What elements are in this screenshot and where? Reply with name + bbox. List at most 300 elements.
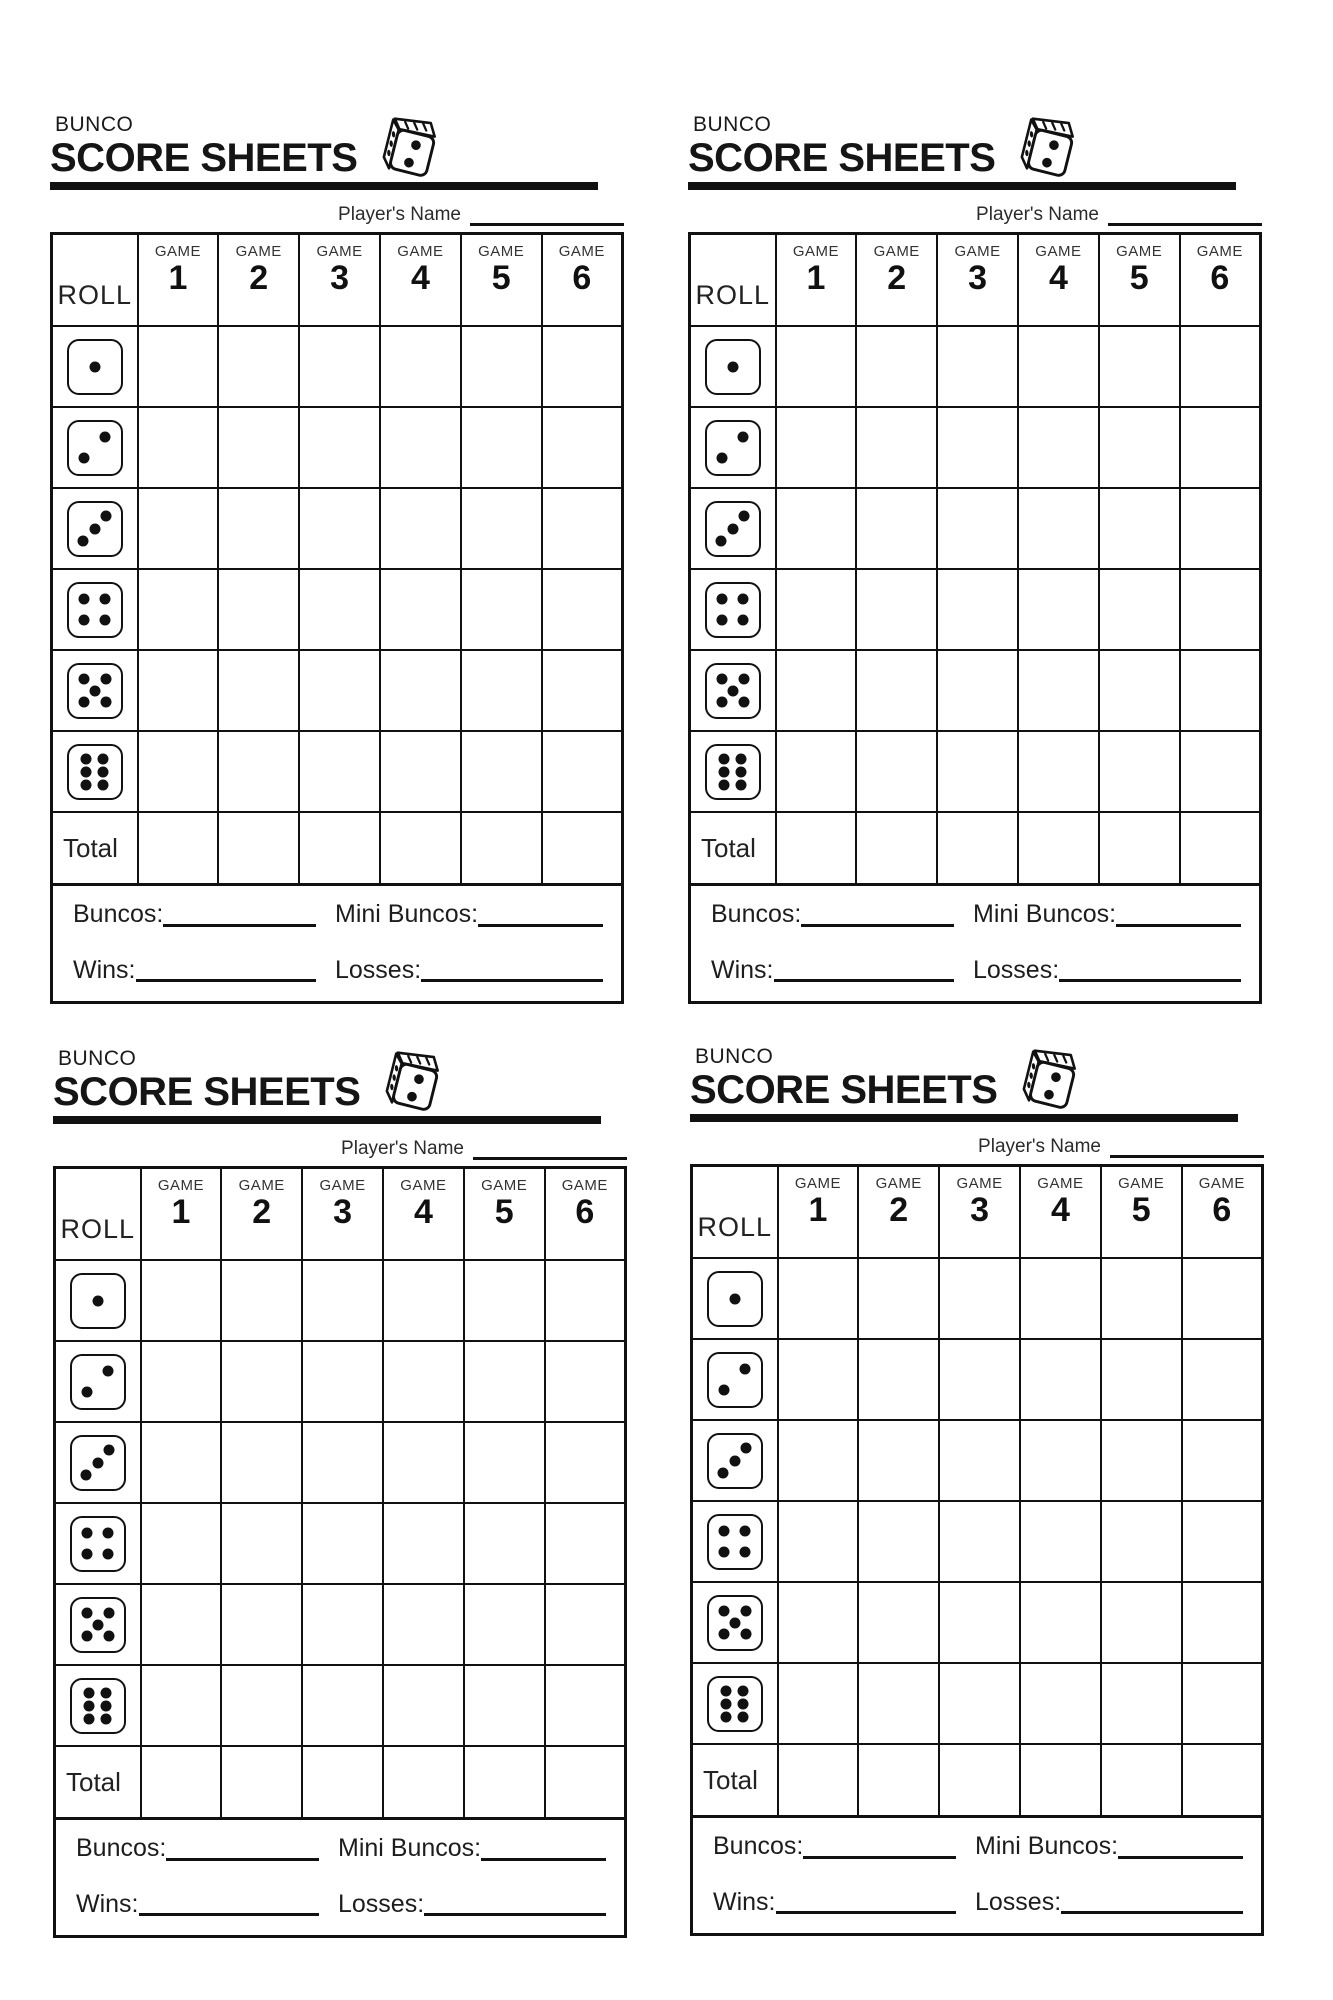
score-cell [937,569,1018,650]
die-face-2-icon [690,407,776,488]
score-cell [1018,650,1099,731]
game-5-header [1101,1166,1182,1259]
score-cell [383,1422,464,1503]
score-cell [141,1503,222,1584]
dice-row [690,569,1261,650]
score-cell [937,488,1018,569]
score-cell [778,1420,859,1501]
brand-label: BUNCO [695,1045,774,1068]
score-cell [1101,1501,1182,1582]
game-label: GAME [873,243,920,260]
losses-blank-line [421,974,603,982]
game-number: 1 [168,259,188,297]
die-face-5-icon [690,650,776,731]
score-cell [1182,1258,1263,1339]
game-label: GAME [954,243,1001,260]
score-sheet [53,1046,643,1938]
game-2-header [858,1166,939,1259]
dice-row [692,1420,1263,1501]
score-cell [299,650,380,731]
mini-buncos-label: Mini Buncos: [338,1834,482,1862]
total-label: Total [692,1744,778,1817]
die-face-6-icon [55,1665,141,1746]
game-5-header [464,1168,545,1261]
score-cell [380,407,461,488]
score-cell [776,407,857,488]
title-underline [50,182,598,190]
score-cell [141,1584,222,1665]
score-cell [302,1503,383,1584]
score-table [688,232,1262,886]
score-cell [461,488,542,569]
player-name-row [53,1138,627,1160]
score-cell [776,488,857,569]
wins-line [76,1891,606,1919]
score-cell [1018,407,1099,488]
game-label: GAME [875,1175,922,1192]
score-cell [221,1341,302,1422]
score-cell [1182,1582,1263,1663]
dice-row [690,650,1261,731]
score-sheet [690,1044,1280,1936]
score-cell [1020,1582,1101,1663]
score-cell [464,1260,545,1341]
mini-buncos-label: Mini Buncos: [335,900,479,928]
score-cell [138,488,219,569]
die-face-3-icon [55,1422,141,1503]
score-cell [542,650,623,731]
losses-label: Losses: [335,955,422,984]
game-label: GAME [238,1177,285,1194]
score-cell [218,488,299,569]
score-cell [778,1663,859,1744]
die-face-5-icon [52,650,138,731]
wins-blank-line [774,974,955,982]
total-cell [856,812,937,885]
player-name-label: Player's Name [338,204,461,225]
dice-row [690,488,1261,569]
buncos-blank-line [803,1851,956,1859]
buncos-label: Buncos: [713,1832,804,1860]
total-cell [858,1744,939,1817]
buncos-line [76,1835,606,1863]
wins-line [711,957,1241,985]
score-cell [937,407,1018,488]
dice-row [52,650,623,731]
score-cell [545,1503,626,1584]
score-cell [1182,1420,1263,1501]
game-label: GAME [1198,1175,1245,1192]
score-cell [776,731,857,812]
buncos-line [711,901,1241,929]
game-label: GAME [1035,243,1082,260]
score-cell [858,1582,939,1663]
total-cell [383,1746,464,1819]
total-cell [461,812,542,885]
die-face-3-icon [690,488,776,569]
score-cell [141,1260,222,1341]
game-number: 1 [808,1191,828,1229]
losses-label: Losses: [975,1887,1062,1916]
total-cell [1182,1744,1263,1817]
score-cell [939,1501,1020,1582]
score-cell [939,1420,1020,1501]
game-number: 6 [1210,259,1230,297]
die-face-3-icon [692,1420,778,1501]
game-5-header [461,234,542,327]
player-name-blank-line [1110,1150,1264,1158]
score-cell [939,1582,1020,1663]
score-cell [856,326,937,407]
score-cell [1180,569,1261,650]
wins-blank-line [776,1906,957,1914]
brand-label: BUNCO [55,113,134,136]
game-2-header [856,234,937,327]
score-cell [380,488,461,569]
losses-blank-line [424,1908,606,1916]
score-cell [221,1503,302,1584]
game-label: GAME [1037,1175,1084,1192]
game-label: GAME [1116,243,1163,260]
player-name-label: Player's Name [341,1138,464,1159]
die-icon [1009,112,1079,189]
dice-row [52,407,623,488]
game-6-header [542,234,623,327]
game-1-header [778,1166,859,1259]
score-cell [221,1584,302,1665]
score-cell [1020,1258,1101,1339]
mini-buncos-blank-line [1118,1851,1243,1859]
total-cell [299,812,380,885]
score-cell [1018,569,1099,650]
score-cell [778,1582,859,1663]
game-number: 3 [333,1193,353,1231]
die-face-6-icon [52,731,138,812]
score-cell [138,407,219,488]
score-cell [542,731,623,812]
total-cell [778,1744,859,1817]
score-cell [939,1258,1020,1339]
header-row [692,1166,1263,1259]
dice-row [692,1339,1263,1420]
score-cell [299,731,380,812]
score-cell [1099,326,1180,407]
score-sheet-slot-3 [53,1046,643,1938]
buncos-label: Buncos: [76,1834,167,1862]
die-face-5-icon [55,1584,141,1665]
mini-buncos-blank-line [1116,919,1241,927]
dice-row [692,1501,1263,1582]
die-face-2-icon [52,407,138,488]
dice-row [52,488,623,569]
score-cell [1182,1339,1263,1420]
total-cell [937,812,1018,885]
score-cell [778,1258,859,1339]
score-table [690,1164,1264,1818]
game-number: 6 [575,1193,595,1231]
game-3-header [302,1168,383,1261]
game-label: GAME [792,243,839,260]
game-1-header [776,234,857,327]
game-2-header [221,1168,302,1261]
score-cell [856,569,937,650]
buncos-line [713,1833,1243,1861]
game-number: 6 [572,259,592,297]
dice-row [52,569,623,650]
game-label: GAME [1118,1175,1165,1192]
total-cell [545,1746,626,1819]
score-cell [218,731,299,812]
header-row [52,234,623,327]
score-cell [937,326,1018,407]
score-summary-box [690,1818,1264,1936]
score-cell [299,326,380,407]
score-cell [542,569,623,650]
score-cell [380,569,461,650]
wins-label: Wins: [713,1887,776,1916]
score-cell [858,1420,939,1501]
score-cell [383,1260,464,1341]
die-icon [374,1046,444,1123]
total-cell [138,812,219,885]
total-label: Total [52,812,138,885]
game-label: GAME [1196,243,1243,260]
game-number: 3 [970,1191,990,1229]
total-label: Total [55,1746,141,1819]
die-face-4-icon [692,1501,778,1582]
score-cell [1180,407,1261,488]
score-cell [858,1663,939,1744]
score-cell [858,1501,939,1582]
player-name-blank-line [473,1152,627,1160]
wins-line [713,1889,1243,1917]
score-cell [461,569,542,650]
total-row [52,812,623,885]
total-cell [218,812,299,885]
score-cell [778,1501,859,1582]
dice-row [690,731,1261,812]
losses-blank-line [1059,974,1241,982]
game-label: GAME [235,243,282,260]
score-cell [141,1341,222,1422]
die-icon [1011,1044,1081,1121]
dice-row [690,407,1261,488]
score-cell [383,1584,464,1665]
score-cell [1018,326,1099,407]
score-cell [299,569,380,650]
sheet-title: SCORE SHEETS [53,1070,361,1114]
score-cell [856,488,937,569]
die-icon [371,112,441,189]
wins-label: Wins: [76,1889,139,1918]
total-row [690,812,1261,885]
score-cell [1099,569,1180,650]
score-cell [1180,326,1261,407]
score-sheet-slot-2 [688,112,1278,1004]
score-cell [856,650,937,731]
score-cell [461,650,542,731]
losses-label: Losses: [338,1889,425,1918]
score-cell [138,569,219,650]
score-cell [464,1584,545,1665]
sheet-title: SCORE SHEETS [690,1068,998,1112]
wins-line [73,957,603,985]
game-3-header [299,234,380,327]
score-cell [545,1422,626,1503]
score-cell [302,1584,383,1665]
wins-blank-line [136,974,317,982]
score-sheet-slot-4 [690,1044,1280,1936]
losses-label: Losses: [973,955,1060,984]
title-row [688,138,1278,178]
game-number: 2 [887,259,907,297]
score-cell [299,488,380,569]
score-cell [545,1341,626,1422]
score-cell [1018,488,1099,569]
die-face-4-icon [52,569,138,650]
total-cell [221,1746,302,1819]
mini-buncos-label: Mini Buncos: [975,1832,1119,1860]
score-cell [461,731,542,812]
sheet-title: SCORE SHEETS [50,136,358,180]
game-number: 5 [491,259,511,297]
die-face-2-icon [55,1341,141,1422]
mini-buncos-label: Mini Buncos: [973,900,1117,928]
score-cell [858,1258,939,1339]
game-6-header [1182,1166,1263,1259]
header-row [690,234,1261,327]
score-cell [302,1341,383,1422]
title-row [50,138,640,178]
score-cell [138,650,219,731]
buncos-label: Buncos: [711,900,802,928]
buncos-line [73,901,603,929]
game-4-header [383,1168,464,1261]
game-number: 2 [249,259,269,297]
score-cell [380,650,461,731]
score-cell [221,1260,302,1341]
score-cell [218,326,299,407]
total-row [55,1746,626,1819]
die-face-4-icon [690,569,776,650]
score-cell [1180,731,1261,812]
total-cell [542,812,623,885]
score-cell [461,407,542,488]
score-cell [856,731,937,812]
score-cell [545,1665,626,1746]
score-cell [221,1422,302,1503]
roll-header: ROLL [52,234,138,327]
total-cell [380,812,461,885]
roll-header: ROLL [692,1166,778,1259]
score-cell [464,1422,545,1503]
score-cell [464,1503,545,1584]
game-4-header [1020,1166,1101,1259]
die-face-4-icon [55,1503,141,1584]
score-cell [545,1260,626,1341]
total-cell [141,1746,222,1819]
score-cell [542,488,623,569]
score-cell [778,1339,859,1420]
player-name-row [688,204,1262,226]
player-name-row [690,1136,1264,1158]
dice-row [55,1665,626,1746]
dice-row [692,1663,1263,1744]
die-face-1-icon [52,326,138,407]
total-row [692,1744,1263,1817]
score-cell [1099,650,1180,731]
score-cell [776,650,857,731]
game-label: GAME [478,243,525,260]
score-cell [218,650,299,731]
game-number: 5 [494,1193,514,1231]
score-cell [1182,1501,1263,1582]
dice-row [692,1582,1263,1663]
score-cell [1101,1258,1182,1339]
score-cell [141,1665,222,1746]
die-face-3-icon [52,488,138,569]
game-3-header [939,1166,1020,1259]
score-cell [1180,650,1261,731]
total-cell [1099,812,1180,885]
score-cell [1180,488,1261,569]
score-cell [1099,731,1180,812]
game-number: 4 [1050,1191,1070,1229]
dice-rows [692,1258,1263,1744]
score-cell [1018,731,1099,812]
buncos-label: Buncos: [73,900,164,928]
score-cell [858,1339,939,1420]
score-cell [380,326,461,407]
score-cell [545,1584,626,1665]
total-cell [1180,812,1261,885]
total-cell [1101,1744,1182,1817]
total-cell [776,812,857,885]
dice-row [55,1503,626,1584]
dice-rows [690,326,1261,812]
wins-blank-line [139,1908,320,1916]
score-cell [939,1663,1020,1744]
game-number: 5 [1131,1191,1151,1229]
total-label: Total [690,812,776,885]
wins-label: Wins: [73,955,136,984]
title-row [53,1072,643,1112]
sheet-title: SCORE SHEETS [688,136,996,180]
score-cell [1020,1339,1101,1420]
player-name-label: Player's Name [976,204,1099,225]
game-number: 1 [171,1193,191,1231]
game-number: 2 [252,1193,272,1231]
score-cell [302,1665,383,1746]
game-label: GAME [481,1177,528,1194]
dice-row [55,1584,626,1665]
buncos-blank-line [166,1853,319,1861]
score-cell [1099,407,1180,488]
dice-row [52,731,623,812]
score-cell [138,326,219,407]
game-number: 5 [1129,259,1149,297]
score-cell [299,407,380,488]
game-1-header [141,1168,222,1261]
game-number: 3 [968,259,988,297]
dice-row [52,326,623,407]
score-cell [218,407,299,488]
wins-label: Wins: [711,955,774,984]
score-cell [1099,488,1180,569]
player-name-label: Player's Name [978,1136,1101,1157]
mini-buncos-blank-line [478,919,603,927]
game-4-header [1018,234,1099,327]
